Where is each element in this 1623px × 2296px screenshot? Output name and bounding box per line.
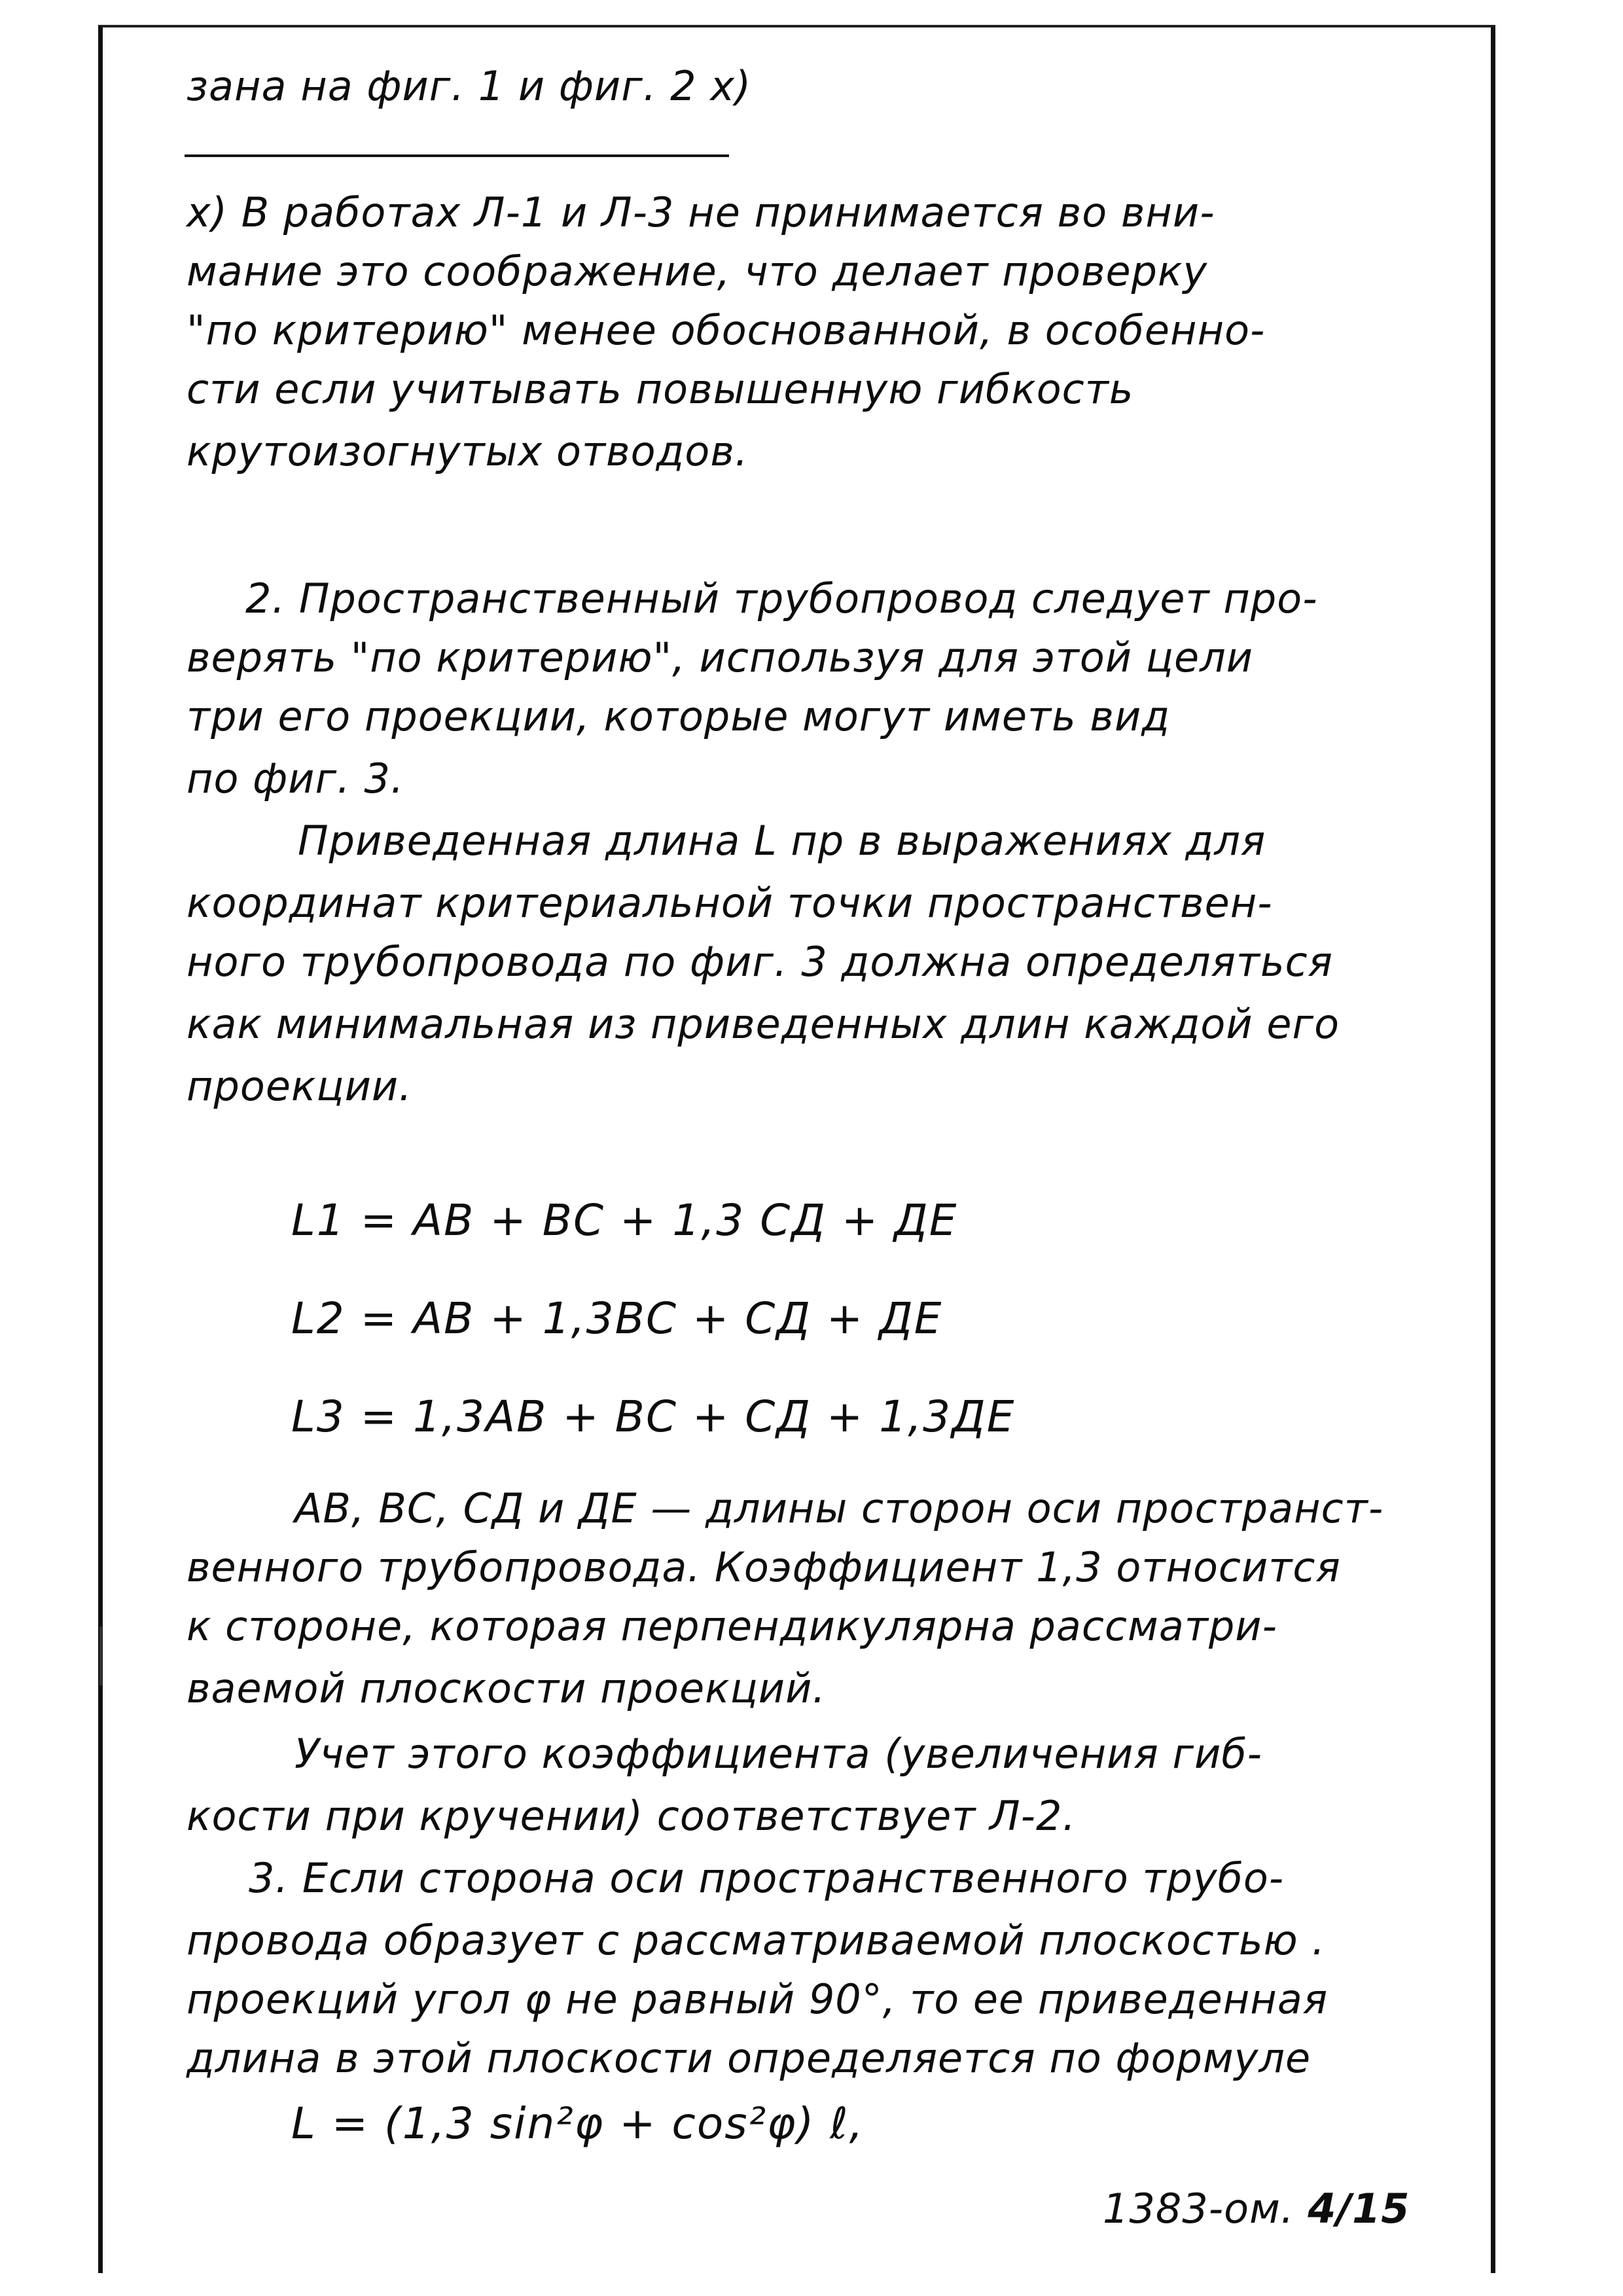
section3-line: длина в этой плоскости определяется по формуле xyxy=(187,2034,1311,2082)
section2-line: 2. Пространственный трубопровод следует про- xyxy=(245,575,1318,622)
section2-line: три его проекции, которые могут иметь вид xyxy=(187,692,1171,740)
section3-line: проекций угол φ не равный 90°, то ее приведенная xyxy=(187,1975,1329,2023)
formula-final: L = (1,3 sin²φ + cos²φ) ℓ, xyxy=(291,2098,865,2149)
paragraph-line: ного трубопровода по фиг. 3 должна определяться xyxy=(187,938,1333,986)
footnote-line: х) В работах Л-1 и Л-3 не принимается во вни- xyxy=(187,188,1215,236)
page-number: 4/15 xyxy=(1308,2185,1410,2233)
paragraph-line: Учет этого коэффициента (увеличения гиб- xyxy=(294,1730,1262,1778)
paragraph-line: координат критериальной точки пространствен- xyxy=(187,879,1273,927)
paragraph-line: AB, BC, CД и ДЕ — длины сторон оси пространст- xyxy=(294,1484,1384,1532)
formula-l1: L1 = AB + BC + 1,3 CД + ДЕ xyxy=(291,1195,958,1246)
footnote-separator xyxy=(185,154,729,157)
footnote-line: мание это соображение, что делает проверку xyxy=(187,247,1208,295)
paragraph-line: к стороне, которая перпендикулярна рассматри- xyxy=(187,1602,1277,1650)
section2-line: верять "по критерию", используя для этой цели xyxy=(187,634,1254,681)
paragraph-line: проекции. xyxy=(187,1062,412,1110)
paragraph-line: венного трубопровода. Коэффициент 1,3 относится xyxy=(187,1543,1341,1591)
formula-l2: L2 = AB + 1,3BC + CД + ДЕ xyxy=(291,1293,943,1344)
formula-l3: L3 = 1,3AB + BC + CД + 1,3ДЕ xyxy=(291,1391,1016,1442)
footnote-line: сти если учитывать повышенную гибкость xyxy=(187,365,1134,413)
page-reference xyxy=(1103,2183,1410,2235)
footnote-line: крутоизогнутых отводов. xyxy=(187,427,749,475)
section3-line: 3. Если сторона оси пространственного трубо- xyxy=(249,1854,1285,1902)
paragraph-line: кости при кручении) соответствует Л-2. xyxy=(187,1792,1077,1840)
paragraph-line: ваемой плоскости проекций. xyxy=(187,1664,827,1712)
paragraph-line: Приведенная длина L пр в выражениях для xyxy=(298,817,1266,865)
section3-line: провода образует с рассматриваемой плоскостью . xyxy=(187,1916,1326,1964)
margin-mark xyxy=(99,1626,102,1685)
continuation-line: зана на фиг. 1 и фиг. 2 х) xyxy=(187,62,752,110)
footnote-line: "по критерию" менее обоснованной, в особенно- xyxy=(187,306,1266,354)
section2-line: по фиг. 3. xyxy=(187,755,404,802)
paragraph-line: как минимальная из приведенных длин каждой его xyxy=(187,1000,1340,1048)
doc-code: 1383-ом. xyxy=(1103,2185,1294,2233)
